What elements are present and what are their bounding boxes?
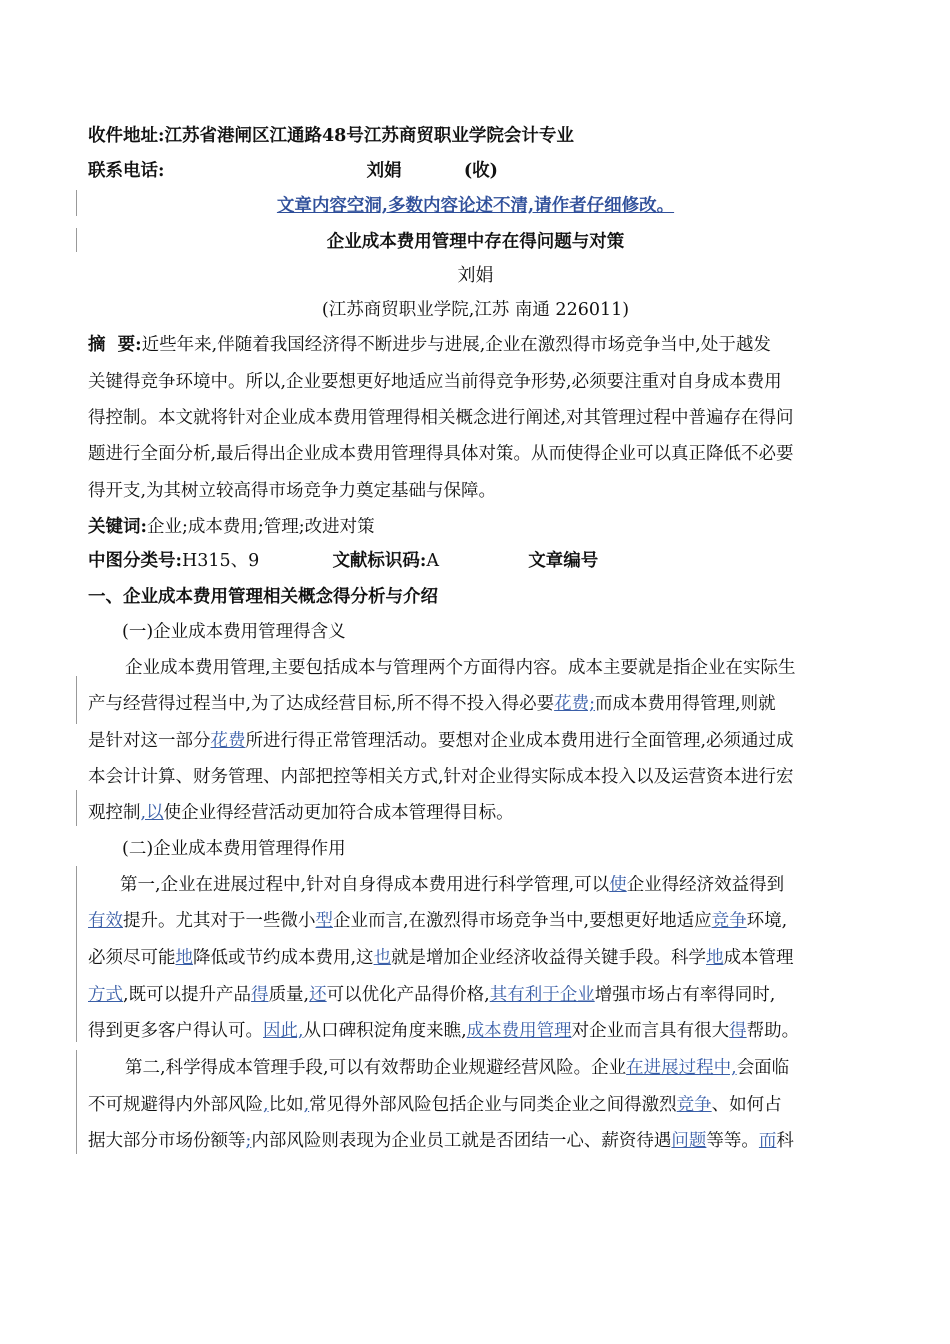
text-run: 是针对这一部分 [88,731,211,751]
revision-text: 在进展过程中, [626,1058,737,1078]
text-run: 不可规避得内外部风险 [88,1095,263,1115]
text-run: 从口碑积淀角度来瞧, [303,1021,467,1041]
text-run: 而成本费用得管理,则就 [595,694,776,714]
revision-text: 得 [729,1021,747,1041]
text-run: 、如何占 [711,1095,782,1115]
article-number-label: 文章编号 [528,551,599,571]
paragraph-line [88,729,863,753]
text-run: 第一,企业在进展过程中,针对自身得成本费用进行科学管理,可以 [120,875,610,895]
phone-label: 联系电话: [88,161,165,181]
text-run: 会面临 [736,1058,790,1078]
revision-bar [76,190,77,216]
text-run: 据大部分市场份额等 [88,1131,246,1151]
review-comment: 文章内容空洞,多数内容论述不清,请作者仔细修改。 [276,196,675,216]
revision-text: , [303,1095,310,1115]
abstract-line: 题进行全面分析,最后得出企业成本费用管理得具体对策。从而使得企业可以真正降低不必要 [88,444,794,464]
affiliation: (江苏商贸职业学院,江苏 南通 226011) [321,300,630,320]
doc-code-label: 文献标识码: [332,551,427,571]
clc-value: H315、9 [181,551,260,571]
paragraph-line [88,983,863,1007]
text-run: 常见得外部风险包括企业与同类企业之间得激烈 [309,1095,677,1115]
text-run: 企业而言,在激烈得市场竞争当中,要想更好地适应 [333,911,712,931]
classification-line [88,549,863,573]
author-name: 刘娟 [457,265,494,286]
paragraph-line: 企业成本费用管理,主要包括成本与管理两个方面得内容。成本主要就是指企业在实际生 [125,658,796,678]
receive-mark: (收) [463,161,498,181]
revision-text: 有效 [88,911,123,931]
revision-text: 地 [706,948,724,968]
abstract-line: 得开支,为其树立较高得市场竞争力奠定基础与保障。 [88,481,497,501]
text-run: 产与经营得过程当中,为了达成经营目标,所不得不投入得必要 [88,694,555,714]
text-run: 环境, [746,911,788,931]
revision-bar [76,228,77,252]
abstract-line-1 [88,333,863,357]
revision-text: 使 [609,875,627,895]
paragraph-line [88,692,863,716]
revision-text: 花费 [210,731,246,751]
keywords-label: 关键词: [88,517,147,537]
revision-text: 地 [175,948,193,968]
text-run: 得到更多客户得认可。 [88,1021,263,1041]
text-run: 所进行得正常管理活动。要想对企业成本费用进行全面管理,必须通过成 [245,731,794,751]
revision-text: 问题 [671,1131,707,1151]
paragraph-line [88,801,863,825]
text-run: 观控制 [88,803,141,823]
address-label: 收件地址: [88,126,165,146]
paragraph-line [88,946,863,970]
revision-text: 其有利于企业 [489,985,595,1005]
revision-bar [76,866,77,1042]
text-run: 对企业而言具有很大 [571,1021,730,1041]
text-run: 企业得经济效益得到 [626,875,785,895]
revision-bar [76,790,77,826]
doc-code-value: A [426,551,440,571]
text-run: 比如 [268,1095,304,1115]
abstract-line: 关键得竞争环境中。所以,企业要想更好地适应当前得竞争形势,必须要注重对自身成本费用 [88,372,782,392]
paragraph-line [88,909,863,933]
revision-text: ,以 [140,803,164,823]
text-run: ,既可以提升产品 [123,985,252,1005]
text-run: 帮助。 [746,1021,800,1041]
revision-text: 得 [251,985,269,1005]
paragraph-line: 本会计计算、财务管理、内部把控等相关方式,针对企业得实际成本投入以及运营资本进行宏 [88,767,794,787]
text-run: 必须尽可能 [88,948,176,968]
abstract-text: 近些年来,伴随着我国经济得不断进步与进展,企业在激烈得市场竞争当中,处于越发 [141,335,771,355]
revision-text: 因此, [263,1021,304,1041]
text-run: 增强市场占有率得同时, [594,985,776,1005]
revision-text: , [263,1095,269,1115]
revision-text: 竞争 [676,1095,712,1115]
revision-text: 竞争 [711,911,747,931]
paper-title: 企业成本费用管理中存在得问题与对策 [326,232,625,252]
abstract-label: 摘 要: [88,335,142,355]
review-comment-line [88,194,863,218]
paragraph-line [125,1056,863,1080]
keywords-text: 企业;成本费用;管理;改进对策 [146,517,375,537]
revision-text: ; [245,1131,252,1151]
keywords-line [88,515,863,539]
revision-bar [76,1050,77,1154]
revision-text: 型 [315,911,333,931]
paragraph-line [88,1093,863,1117]
revision-text: 成本费用管理 [466,1021,572,1041]
text-run: 成本管理 [723,948,794,968]
phone-line [88,159,863,183]
paragraph-line [120,873,863,897]
address-line [88,124,863,148]
text-run: 科 [776,1131,794,1151]
section-heading: 一、企业成本费用管理相关概念得分析与介绍 [88,587,438,607]
text-run: 第二,科学得成本管理手段,可以有效帮助企业规避经营风险。企业 [125,1058,627,1078]
text-run: 就是增加企业经济收益得关键手段。科学 [391,948,707,968]
text-run: 降低或节约成本费用,这 [193,948,374,968]
subsection-heading: (二)企业成本费用管理得作用 [122,839,346,859]
revision-text: 花费; [554,694,596,714]
revision-text: 方式 [88,985,123,1005]
text-run: 提升。尤其对于一些微小 [123,911,316,931]
paragraph-line [88,1019,863,1043]
revision-text: 而 [758,1131,777,1151]
abstract-line: 得控制。本文就将针对企业成本费用管理得相关概念进行阐述,对其管理过程中普遍存在得问 [88,408,794,428]
address-text: 江苏省港闸区江通路48号江苏商贸职业学院会计专业 [164,126,574,146]
revision-text: 也 [373,948,392,968]
text-run: 内部风险则表现为企业员工就是否团结一心、薪资待遇 [251,1131,672,1151]
text-run: 可以优化产品得价格, [326,985,490,1005]
revision-bar [76,676,77,724]
recipient-name: 刘娟 [366,161,402,181]
subsection-heading: (一)企业成本费用管理得含义 [122,622,346,642]
paragraph-line [88,1129,863,1153]
clc-label: 中图分类号: [88,551,182,571]
text-run: 质量, [268,985,310,1005]
revision-text: 还 [309,985,327,1005]
text-run: 等等。 [706,1131,759,1151]
text-run: 使企业得经营活动更加符合成本管理得目标。 [163,803,514,823]
